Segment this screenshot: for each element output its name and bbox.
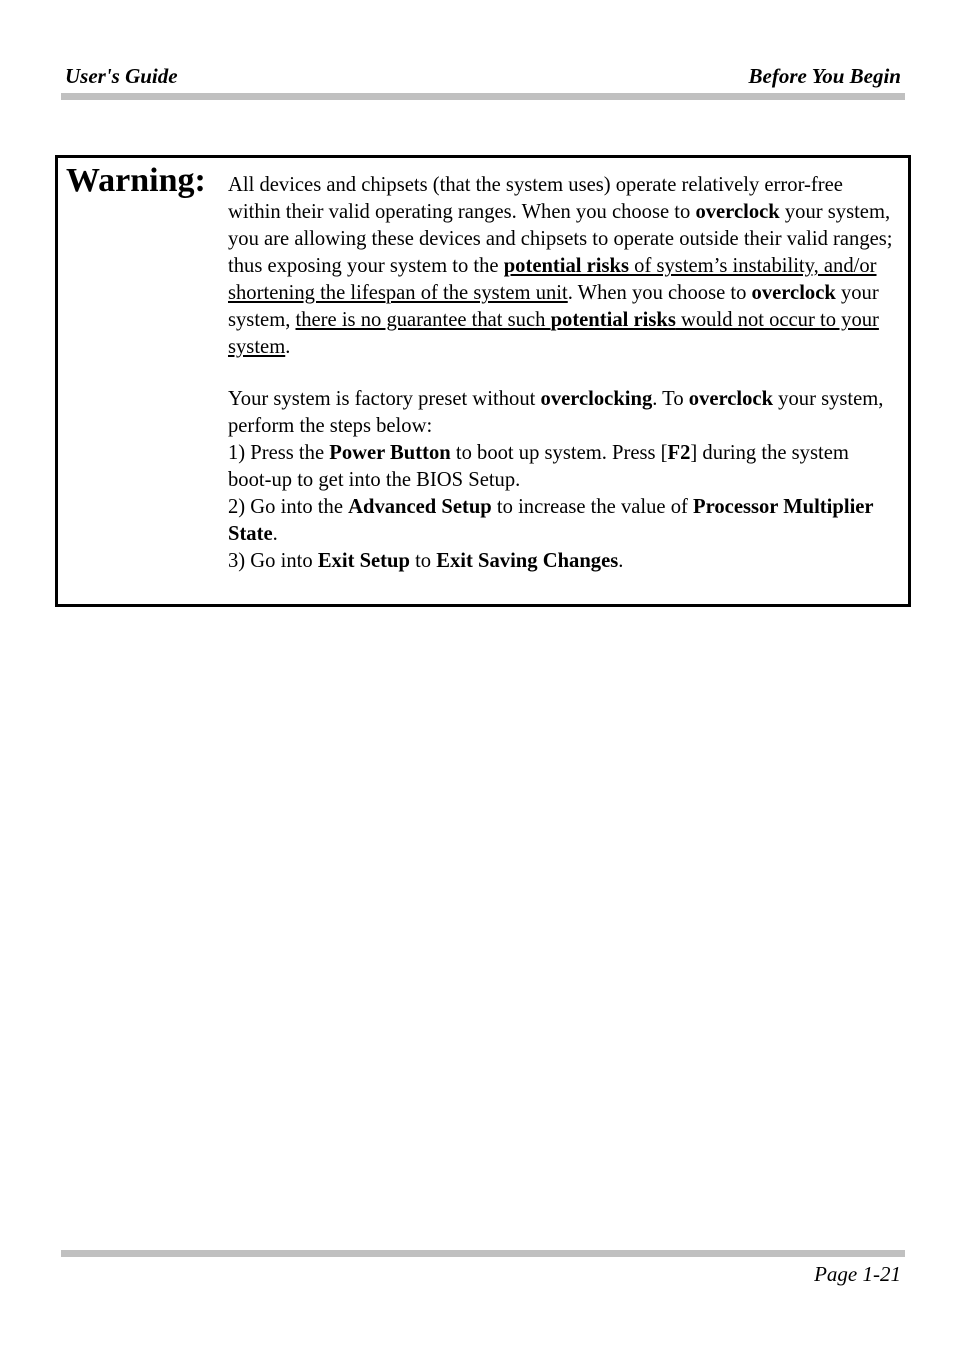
warning-paragraph-preset	[228, 386, 894, 440]
text-segment: 1) Press the	[228, 442, 330, 464]
text-segment: your system, you are allowing these devices and chipsets to operate outside their valid ranges; thus exposing your system to the	[228, 201, 893, 277]
page-number: Page 1-21	[814, 1262, 901, 1286]
underlined-text: would not occur to your system	[228, 309, 879, 358]
bold-term: overclocking	[540, 388, 653, 410]
text-segment: to increase the value of	[491, 496, 694, 518]
footer-divider	[61, 1250, 905, 1257]
text-segment: to boot up system. Press [	[450, 442, 668, 464]
paragraph-gap	[228, 361, 894, 386]
warning-title: Warning:	[66, 162, 206, 199]
text-segment: to	[409, 550, 437, 572]
text-segment: 2) Go into the	[228, 496, 349, 518]
text-segment: . To	[652, 388, 689, 410]
bold-term: Advanced Setup	[348, 496, 492, 518]
bold-term: Exit Setup	[317, 550, 410, 572]
header-divider	[61, 93, 905, 100]
text-segment: .	[618, 550, 624, 572]
bold-underlined-term: potential risks	[503, 255, 630, 277]
bold-term: overclock	[695, 201, 780, 223]
bold-term: Processor Multiplier State	[228, 496, 874, 545]
bold-underlined-term: potential risks	[550, 309, 676, 331]
bold-term: overclock	[688, 388, 774, 410]
bold-term: F2	[667, 442, 691, 464]
text-segment: .	[272, 523, 278, 545]
warning-step-3	[228, 548, 894, 575]
text-segment: ] during the system boot-up to get into the BIOS Setup.	[228, 442, 849, 491]
text-segment: All devices and chipsets (that the system uses) operate relatively error-free within their valid operating ranges. When you choose to	[228, 174, 843, 223]
text-segment: Your system is factory preset without	[228, 388, 541, 410]
underlined-text: of system’s instability, and/or shortening the lifespan of the system unit	[228, 255, 877, 304]
underlined-text: there is no guarantee that such	[295, 309, 551, 331]
warning-step-2	[228, 494, 894, 548]
warning-paragraph-overclock-risks	[228, 172, 894, 361]
header-title-left: User's Guide	[65, 64, 178, 88]
text-segment: your system, perform the steps below:	[228, 388, 884, 437]
bold-term: Power Button	[329, 442, 451, 464]
text-segment: 3) Go into	[228, 550, 318, 572]
warning-box	[55, 155, 911, 607]
warning-step-1	[228, 440, 894, 494]
header-title-right: Before You Begin	[748, 64, 901, 88]
warning-body	[228, 172, 894, 575]
text-segment: your system,	[228, 282, 879, 331]
text-segment: . When you choose to	[567, 282, 752, 304]
bold-term: Exit Saving Changes	[436, 550, 619, 572]
text-segment: .	[285, 336, 291, 358]
bold-term: overclock	[751, 282, 836, 304]
